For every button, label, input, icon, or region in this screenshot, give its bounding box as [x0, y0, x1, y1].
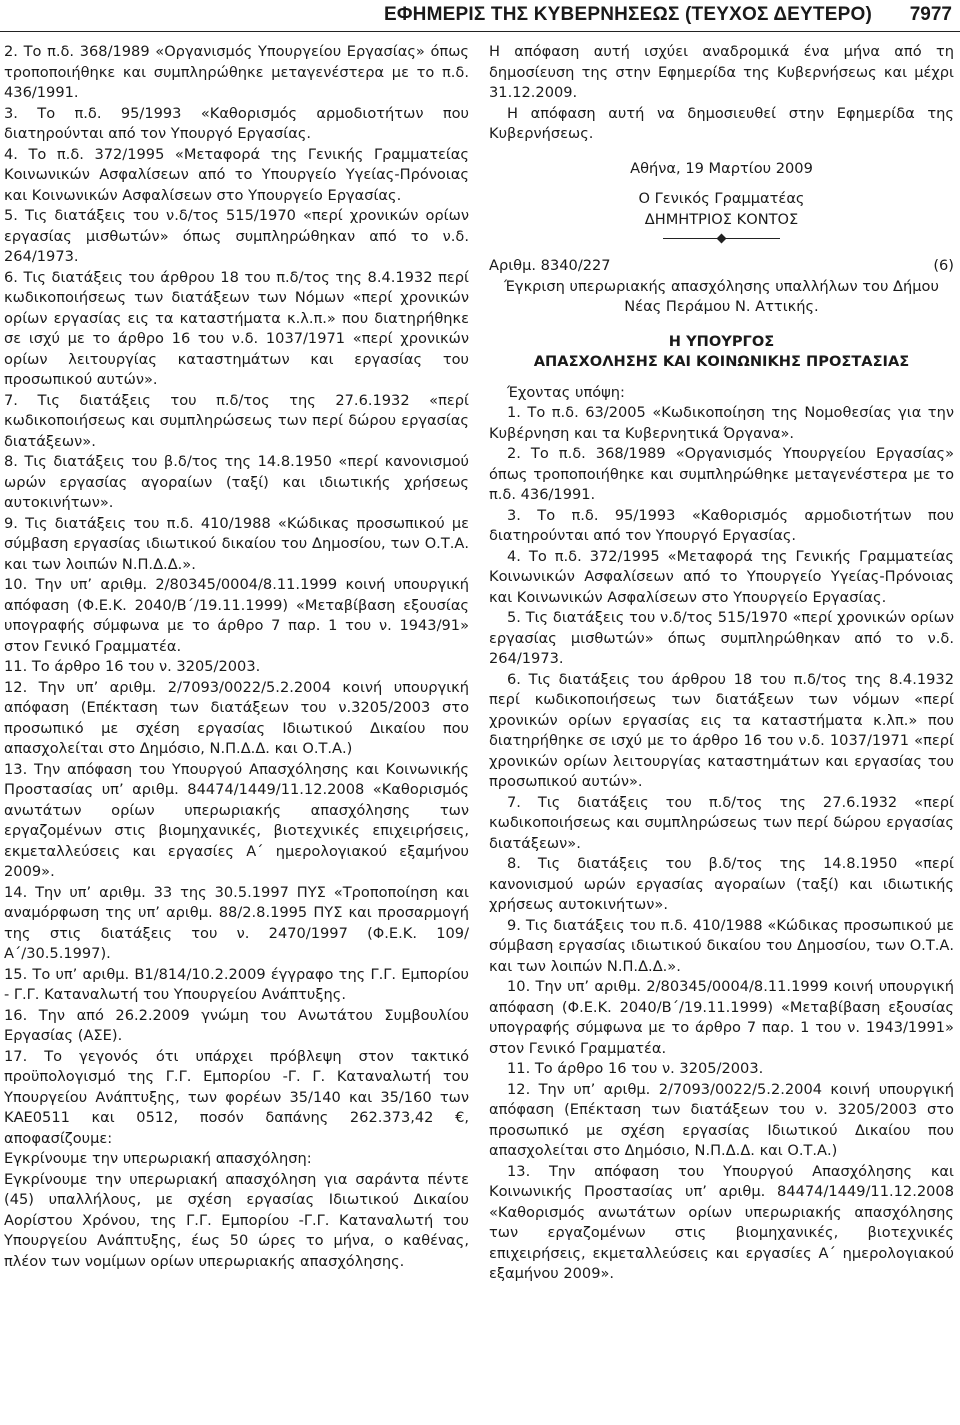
- considering-label: Έχοντας υπόψη:: [507, 383, 625, 401]
- left-paragraph-15: 15. Το υπ’ αριθμ. Β1/814/10.2.2009 έγγραφο της Γ.Γ. Εμπορίου - Γ.Γ. Καταναλωτή του Υπουργείου Ανάπτυξης.: [4, 965, 469, 1003]
- separator-line-left: [663, 238, 717, 239]
- gazette-title: ΕΦΗΜΕΡΙΣ ΤΗΣ ΚΥΒΕΡΝΗΣΕΩΣ (ΤΕΥΧΟΣ ΔΕΥΤΕΡΟ): [384, 4, 872, 25]
- left-paragraph-7: 7. Τις διατάξεις του π.δ/τος της 27.6.1932 «περί κωδικοποιήσεως και συμπληρώσεως των περί δώρου εργασίας διατάξεων».: [4, 391, 469, 450]
- right-paragraph-9: 9. Τις διατάξεις του π.δ. 410/1988 «Κώδικας προσωπικού με σύμβαση εργασίας ιδιωτικού δικαίου του Δημοσίου, των Ο.Τ.Α. και των λοιπών Ν.Π.Δ.Δ.».: [489, 916, 954, 975]
- left-paragraph-6: 6. Τις διατάξεις του άρθρου 18 του π.δ/τος της 8.4.1932 περί κωδικοποιήσεως των διατάξεων των Νόμων «περί χρονικών ορίων εργασίας εις τα καταστήματα κ.λ.π.» που διατηρήθηκε σε ισχύ με το άρθρο 16 του ν.δ. 1037/1971 «περί χρονικών ορίων λειτουργίας καταστημάτων και εργασίας του προσωπικού αυτών».: [4, 268, 469, 388]
- page-number: 7977: [909, 4, 952, 25]
- signer-name: ΔΗΜΗΤΡΙΟΣ ΚΟΝΤΟΣ: [644, 210, 799, 228]
- diamond-icon: [717, 233, 727, 243]
- left-column: [4, 42, 469, 1422]
- left-paragraph-2: 2. Το π.δ. 368/1989 «Οργανισμός Υπουργείου Εργασίας» όπως τροποποιήθηκε και συμπληρώθηκε μεταγενέστερα με το π.δ. 436/1991.: [4, 43, 469, 101]
- left-paragraph-11: 11. Το άρθρο 16 του ν. 3205/2003.: [4, 658, 261, 675]
- right-column: [489, 42, 954, 1422]
- separator-line-right: [726, 238, 780, 239]
- right-paragraph-13: 13. Την απόφαση του Υπουργού Απασχόλησης και Κοινωνικής Προστασίας υπ’ αριθμ. 84474/1449/11.12.2008 «Καθορισμός ανωτάτων ορίων υπερωριακής απασχόλησης των εργαζομένων στις βιομηχανικές, βιοτεχνικές επιχειρήσεις, εκμεταλλεύσεις και εργασίες Α΄ ημερολογιακού εξαμήνου 2009».: [489, 1162, 954, 1282]
- right-paragraph-4: 4. Το π.δ. 372/1995 «Μεταφορά της Γενικής Γραμματείας Κοινωνικών Ασφαλίσεων από το Υπουργείο Υγείας-Πρόνοιας και Κοινωνικών Ασφαλίσεων στο Υπουργείο Εργασίας.: [489, 547, 954, 606]
- left-paragraph-12: 12. Την υπ’ αριθμ. 2/7093/0022/5.2.2004 κοινή υπουργική απόφαση (Επέκταση των διατάξεων του ν.3205/2003 στο προσωπικό με σχέση εργασίας Ιδιωτικού Δικαίου που απασχολείται στο Δημόσιο, Ν.Π.Δ.Δ. και Ο.Τ.Α.): [4, 678, 469, 757]
- right-paragraph-6: 6. Τις διατάξεις του άρθρου 18 του π.δ/τος της 8.4.1932 περί κωδικοποιήσεως των διατάξεων των νόμων «περί χρονικών ορίων εργασίας εις τα καταστήματα κ.λπ.» που διατηρήθηκε σε ισχύ με το άρθρο 16 του ν.δ. 1037/1971 «περί χρονικών ορίων λειτουργίας καταστημάτων και εργασίας του προσωπικού αυτών».: [489, 670, 954, 790]
- page-header: [0, 0, 960, 34]
- left-paragraph-9: 9. Τις διατάξεις του π.δ. 410/1988 «Κώδικας προσωπικού με σύμβαση εργασίας ιδιωτικού δικαίου του Δημοσίου, των Ο.Τ.Α. και των λοιπών Ν.Π.Δ.Δ.».: [4, 514, 469, 573]
- right-paragraph-8: 8. Τις διατάξεις του β.δ/τος της 14.8.1950 «περί κανονισμού ωρών εργασίας αγοραίων (ταξί) και ιδιωτικής χρήσεως αυτοκινήτων».: [489, 855, 954, 913]
- publication-paragraph: Η απόφαση αυτή να δημοσιευθεί στην Εφημερίδα της Κυβερνήσεως.: [489, 104, 954, 142]
- approval-heading: Εγκρίνουμε την υπερωριακή απασχόληση:: [4, 1150, 312, 1167]
- section-separator: [489, 230, 954, 246]
- decision-subject: Έγκριση υπερωριακής απασχόλησης υπαλλήλων του Δήμου Νέας Περάμου Ν. Αττικής.: [504, 277, 939, 315]
- authority-title: Η ΥΠΟΥΡΓΟΣ: [668, 332, 775, 350]
- right-paragraph-12: 12. Την υπ’ αριθμ. 2/7093/0022/5.2.2004 κοινή υπουργική απόφαση (Επέκταση των διατάξεων του ν. 3205/2003 στο προσωπικό με σχέση εργασίας Ιδιωτικού Δικαίου που απασχολείται στο Δημόσιο, Ν.Π.Δ.Δ. και Ο.Τ.Α.): [489, 1080, 954, 1159]
- left-paragraph-8: 8. Τις διατάξεις του β.δ/τος της 14.8.1950 «περί κανονισμού ωρών εργασίας αγοραίων (ταξί) και ιδιωτικής χρήσεως αυτοκινήτων».: [4, 453, 469, 511]
- header-rule: [0, 31, 960, 32]
- right-paragraph-11: 11. Το άρθρο 16 του ν. 3205/2003.: [507, 1060, 764, 1077]
- place-date: Αθήνα, 19 Μαρτίου 2009: [630, 159, 813, 177]
- left-paragraph-16: 16. Την από 26.2.2009 γνώμη του Ανωτάτου Συμβουλίου Εργασίας (ΑΣΕ).: [4, 1006, 469, 1044]
- left-paragraph-3: 3. Το π.δ. 95/1993 «Καθορισμός αρμοδιοτήτων που διατηρούνται από τον Υπουργό Εργασίας.: [4, 104, 469, 142]
- right-paragraph-2: 2. Το π.δ. 368/1989 «Οργανισμός Υπουργείου Εργασίας» όπως τροποποιήθηκε και συμπληρώθηκε μεταγενέστερα με το π.δ. 436/1991.: [489, 445, 954, 503]
- left-paragraph-17: 17. Το γεγονός ότι υπάρχει πρόβλεψη στον τακτικό προϋπολογισμό της Γ.Γ. Εμπορίου -Γ. Γ. Καταναλωτή του Υπουργείου Ανάπτυξης, των φορέων 35/140 και 35/160 των ΚΑΕ0511 και 0512, ποσόν δαπάνης 262.373,42 €, αποφασίζουμε:: [4, 1047, 469, 1147]
- decision-number-line: [489, 256, 954, 277]
- signer-title: Ο Γενικός Γραμματέας: [638, 190, 805, 207]
- left-paragraph-5: 5. Τις διατάξεις του ν.δ/τος 515/1970 «περί χρονικών ορίων εργασίας μισθωτών» όπως συμπληρώθηκαν από το ν.δ. 264/1973.: [4, 207, 469, 265]
- decision-index: (6): [933, 257, 954, 274]
- right-paragraph-3: 3. Το π.δ. 95/1993 «Καθορισμός αρμοδιοτήτων που διατηρούνται από τον Υπουργό Εργασίας.: [489, 506, 954, 544]
- left-paragraph-10: 10. Την υπ’ αριθμ. 2/80345/0004/8.11.1999 κοινή υπουργική απόφαση (Φ.Ε.Κ. 2040/Β΄/19.11.1999) «Μεταβίβαση εξουσίας υπογραφής σύμφωνα με το άρθρο 7 παρ. 1 του ν. 1943/91» στον Γενικό Γραμματέα.: [4, 576, 469, 655]
- left-paragraph-13: 13. Την απόφαση του Υπουργού Απασχόλησης και Κοινωνικής Προστασίας υπ’ αριθμ. 84474/1449/11.12.2008 «Καθορισμός ανωτάτων ορίων υπερωριακής απασχόλησης των εργαζομένων στις βιομηχανικές, βιοτεχνικές επιχειρήσεις, εκμεταλλεύσεις και εργασίες Α΄ ημερολογιακού εξαμήνου 2009».: [4, 760, 469, 880]
- left-paragraph-4: 4. Το π.δ. 372/1995 «Μεταφορά της Γενικής Γραμματείας Κοινωνικών Ασφαλίσεων από το Υπουργείο Υγείας-Πρόνοιας και Κοινωνικών Ασφαλίσεων στο Υπουργείο Εργασίας.: [4, 145, 469, 204]
- right-paragraph-5: 5. Τις διατάξεις του ν.δ/τος 515/1970 «περί χρονικών ορίων εργασίας μισθωτών» όπως συμπληρώθηκαν από το ν.δ. 264/1973.: [489, 609, 954, 667]
- decision-number: Αριθμ. 8340/227: [489, 257, 611, 274]
- authority-ministry: ΑΠΑΣΧΟΛΗΣΗΣ ΚΑΙ ΚΟΙΝΩΝΙΚΗΣ ΠΡΟΣΤΑΣΙΑΣ: [533, 353, 910, 370]
- right-paragraph-7: 7. Τις διατάξεις του π.δ/τος της 27.6.1932 «περί κωδικοποιήσεως και συμπληρώσεως των περί δώρου εργασίας διατάξεων».: [489, 793, 954, 852]
- validity-paragraph: Η απόφαση αυτή ισχύει αναδρομικά ένα μήνα από τη δημοσίευση της στην Εφημερίδα της Κυβερνήσεως και μέχρι 31.12.2009.: [489, 43, 954, 101]
- right-paragraph-10: 10. Την υπ’ αριθμ. 2/80345/0004/8.11.1999 κοινή υπουργική απόφαση (Φ.Ε.Κ. 2040/Β΄/19.11.1999) «Μεταβίβαση εξουσίας υπογραφής σύμφωνα με το άρθρο 7 παρ. 1 του ν. 1943/1991» στον Γενικό Γραμματέα.: [489, 978, 954, 1057]
- left-paragraph-14: 14. Την υπ’ αριθμ. 33 της 30.5.1997 ΠΥΣ «Τροποποίηση και αναμόρφωση της υπ’ αριθμ. 88/2.8.1995 ΠΥΣ και προσαρμογή της στις διατάξεις του ν. 2470/1997 (Φ.Ε.Κ. 109/Α΄/30.5.1997).: [4, 883, 469, 962]
- approval-text: Εγκρίνουμε την υπερωριακή απασχόληση για σαράντα πέντε (45) υπαλλήλους, με σχέση εργασίας Ιδιωτικού Δικαίου Αορίστου Χρόνου, της Γ.Γ. Εμπορίου -Γ.Γ. Καταναλωτή του Υπουργείου Ανάπτυξης, έως 50 ώρες το μήνα, ο καθένας, πλέον των νομίμων ορίων υπερωριακής απασχόλησης.: [4, 1170, 469, 1270]
- right-paragraph-1: 1. Το π.δ. 63/2005 «Κωδικοποίηση της Νομοθεσίας για την Κυβέρνηση και τα Κυβερνητικά Όργανα».: [489, 404, 954, 442]
